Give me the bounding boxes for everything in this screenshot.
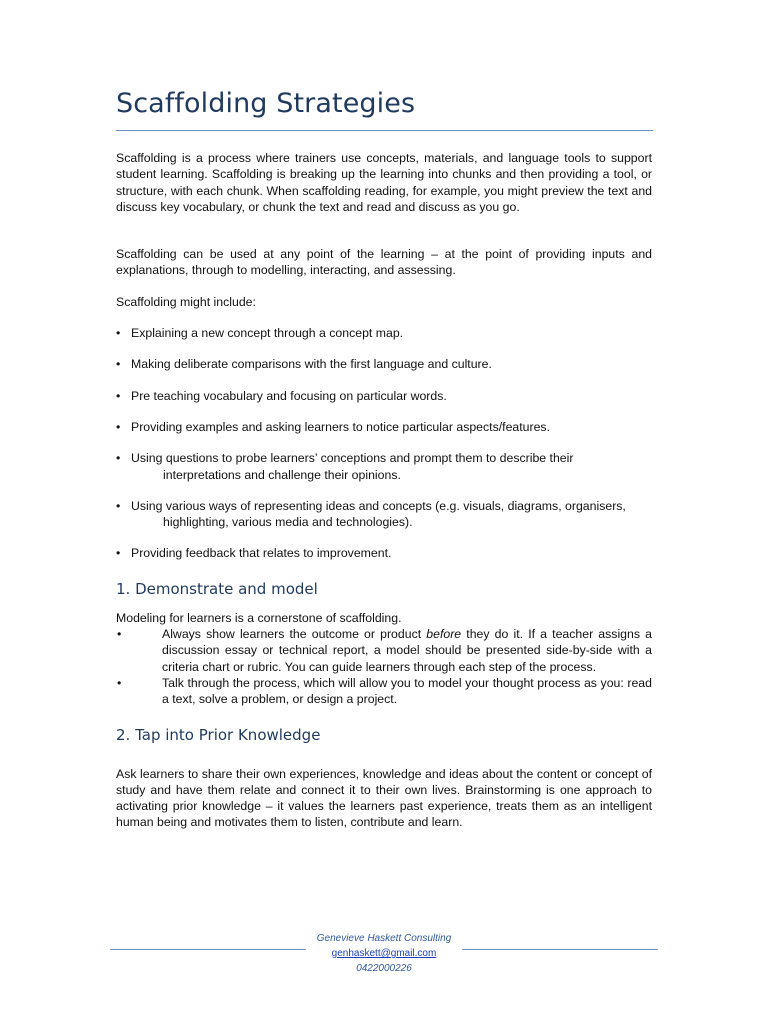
- usage-paragraph: Scaffolding can be used at any point of the learning – at the point of providing inputs and explanations, through to modelling, interacting, and assessing.: [116, 247, 652, 278]
- list-item: [116, 419, 652, 435]
- list-item-text-after: they do it. If a teacher assigns a discussion essay or technical report, a model should be presented side-by-side with a criteria chart or rubric. You can guide learners through each step of the process.: [162, 627, 652, 674]
- bullet-icon: •: [116, 546, 121, 561]
- section1-lead: Modeling for learners is a cornerstone of scaffolding.: [116, 610, 402, 625]
- list-item: [116, 325, 652, 341]
- list-item-text: Using various ways of representing ideas and concepts (e.g. visuals, diagrams, organisers,: [131, 498, 626, 513]
- list-item-text-before: Always show learners the outcome or product: [162, 627, 427, 642]
- list-item-continuation: highlighting, various media and technologies).: [163, 515, 413, 530]
- document-body: [116, 150, 652, 831]
- list-item-continuation: interpretations and challenge their opinions.: [163, 467, 401, 482]
- bullet-icon: •: [116, 357, 121, 372]
- list-item: [116, 498, 652, 531]
- footer-phone: 0422000226: [356, 963, 412, 974]
- page-title: Scaffolding Strategies: [116, 88, 416, 119]
- section-heading-demonstrate: 1. Demonstrate and model: [116, 579, 318, 598]
- footer-email-link[interactable]: genhaskett@gmail.com: [331, 948, 437, 959]
- section2-body: Ask learners to share their own experiences, knowledge and ideas about the content or concept of study and have them relate and connect it to their own lives. Brainstorming is one approach to activating prior knowledge – it values the learners past experience, treats them as an intelligent human being and motivates them to listen, contribute and learn.: [116, 766, 652, 830]
- bullet-icon: •: [116, 326, 121, 341]
- intro-paragraph: Scaffolding is a process where trainers use concepts, materials, and language tools to support student learning. Scaffolding is breaking up the learning into chunks and then providing a tool, or structure, with each chunk. When scaffolding reading, for example, you might preview the text and discuss key vocabulary, or chunk the text and read and discuss as you go.: [116, 151, 652, 214]
- bullet-icon: •: [116, 388, 121, 403]
- list-item-text: Explaining a new concept through a concept map.: [131, 326, 404, 341]
- list-item: [116, 388, 652, 404]
- list-item: [116, 356, 652, 372]
- bullet-icon: •: [117, 675, 122, 690]
- include-lead: Scaffolding might include:: [116, 294, 256, 309]
- section-heading-prior-knowledge: 2. Tap into Prior Knowledge: [116, 725, 321, 744]
- bullet-icon: •: [116, 419, 121, 434]
- list-item-text: Providing feedback that relates to improvement.: [131, 546, 392, 561]
- bullet-icon: •: [116, 451, 121, 466]
- list-item-text: Providing examples and asking learners to notice particular aspects/features.: [131, 419, 551, 434]
- list-item-text: Making deliberate comparisons with the first language and culture.: [131, 357, 492, 372]
- list-item-text: Using questions to probe learners’ conceptions and prompt them to describe their: [131, 451, 574, 466]
- list-item-text: Talk through the process, which will allow you to model your thought process as you: read a text, solve a problem, or design a project.: [162, 675, 652, 707]
- title-underline: [116, 130, 653, 131]
- scaffolding-list: [116, 325, 652, 562]
- bullet-icon: •: [116, 498, 121, 513]
- emphasis-before: before: [426, 627, 462, 642]
- list-item: [116, 626, 652, 675]
- list-item-text: Pre teaching vocabulary and focusing on particular words.: [131, 388, 447, 403]
- list-item: [116, 450, 652, 483]
- list-item: [116, 675, 652, 708]
- modeling-list: [116, 626, 652, 707]
- list-item: [116, 545, 652, 561]
- footer-company: Genevieve Haskett Consulting: [316, 933, 452, 944]
- page-footer: [0, 931, 768, 976]
- bullet-icon: •: [117, 627, 122, 642]
